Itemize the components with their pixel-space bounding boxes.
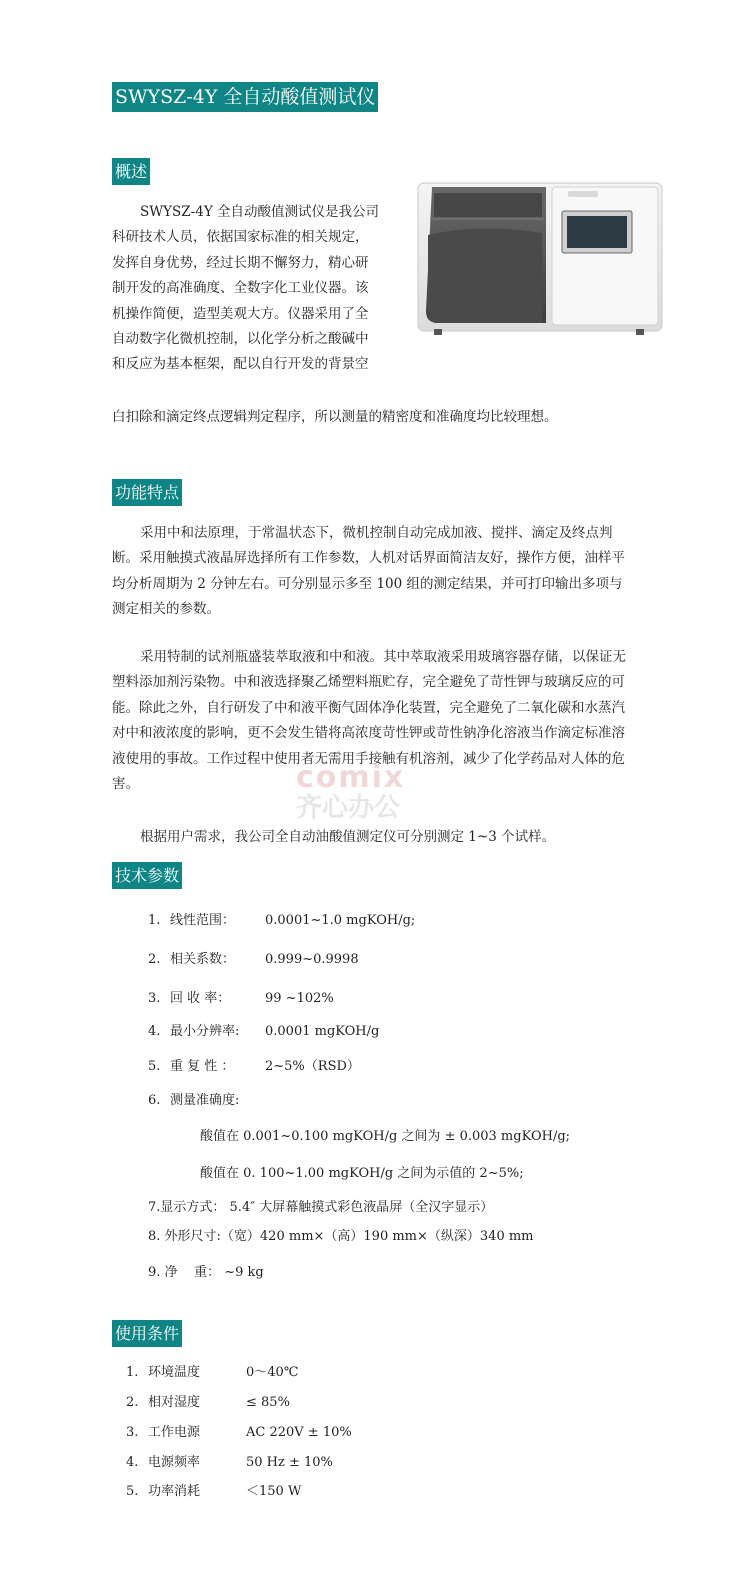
spec-num: 4. xyxy=(148,1024,161,1039)
overview-line: 自动数字化微机控制，以化学分析之酸碱中 xyxy=(112,331,369,348)
section-header-conditions: 使用条件 xyxy=(112,1320,182,1347)
overview-last-line: 白扣除和滴定终点逻辑判定程序，所以测量的精密度和准确度均比较理想。 xyxy=(112,409,558,425)
spec-accuracy-high: 酸值在 0. 100~1.00 mgKOH/g 之间为示值的 2~5%; xyxy=(200,1166,524,1181)
condition-value: ＜150 W xyxy=(246,1484,302,1499)
spec-value: 0.999~0.9998 xyxy=(265,952,359,967)
overview-line: 制开发的高准确度、全数字化工业仪器。该 xyxy=(112,280,369,297)
spec-num: 5. xyxy=(148,1059,161,1074)
overview-line: 发挥自身优势，经过长期不懈努力，精心研 xyxy=(112,254,369,271)
condition-value: 0～40℃ xyxy=(246,1365,299,1380)
spec-num: 1. xyxy=(148,913,161,928)
spec-item xyxy=(148,1089,265,1108)
condition-num: 1. xyxy=(126,1365,139,1380)
spec-value: 99 ~102% xyxy=(265,991,334,1006)
condition-key: 相对湿度 xyxy=(148,1395,201,1410)
spec-value: 0.0001 mgKOH/g xyxy=(265,1024,380,1039)
condition-value: 50 Hz ± 10% xyxy=(246,1455,333,1470)
spec-item xyxy=(148,1020,379,1039)
watermark-logo xyxy=(296,762,446,822)
overview-text xyxy=(112,200,398,378)
spec-value: 0.0001~1.0 mgKOH/g; xyxy=(265,913,416,928)
spec-key: 测量准确度: xyxy=(170,1093,240,1108)
condition-item xyxy=(126,1451,333,1470)
spec-num: 2. xyxy=(148,952,161,967)
spec-item xyxy=(148,1055,360,1074)
spec-key: 最小分辨率: xyxy=(170,1024,240,1039)
product-image xyxy=(410,175,670,340)
features-paragraph-2: 采用特制的试剂瓶盛装萃取液和中和液。其中萃取液采用玻璃容器存储，以保证无塑料添加剂污染物。中和液选择聚乙烯塑料瓶贮存，完全避免了苛性钾与玻璃反应的可能。除此之外，自行研发了中和液平衡气固体净化装置，完全避免了二氧化碳和水蒸汽对中和液浓度的影响，更不会发生错将高浓度苛性钾或苛性钠净化溶液当作滴定标准溶液使用的事故。工作过程中使用者无需用手接触有机溶剂，减少了化学药品对人体的危害。 xyxy=(112,649,626,793)
spec-weight: 9. 净 重： ~9 kg xyxy=(148,1265,264,1280)
condition-num: 3. xyxy=(126,1425,139,1440)
spec-key: 相关系数： xyxy=(170,952,236,967)
condition-item xyxy=(126,1480,301,1499)
condition-key: 工作电源 xyxy=(148,1425,201,1440)
condition-num: 2. xyxy=(126,1395,139,1410)
overview-line: 和反应为基本框架，配以自行开发的背景空 xyxy=(112,356,369,373)
overview-line: 科研技术人员，依据国家标准的相关规定， xyxy=(112,229,369,246)
spec-accuracy-low: 酸值在 0.001~0.100 mgKOH/g 之间为 ± 0.003 mgKOH/g; xyxy=(200,1129,571,1144)
spec-key: 重 复 性 ： xyxy=(170,1059,235,1074)
condition-value: AC 220V ± 10% xyxy=(246,1425,352,1440)
spec-key: 回 收 率： xyxy=(170,991,231,1006)
features-paragraph-3: 根据用户需求，我公司全自动油酸值测定仪可分别测定 1~3 个试样。 xyxy=(140,829,556,845)
condition-value: ≤ 85% xyxy=(246,1395,290,1410)
condition-key: 功率消耗 xyxy=(148,1484,201,1499)
spec-item xyxy=(148,987,334,1006)
spec-dimensions: 8. 外形尺寸:（宽）420 mm×（高）190 mm×（纵深）340 mm xyxy=(148,1229,534,1244)
spec-key: 线性范围： xyxy=(170,913,236,928)
condition-key: 电源频率 xyxy=(148,1455,201,1470)
spec-value: 2~5%（RSD） xyxy=(265,1059,360,1074)
condition-item xyxy=(126,1391,290,1410)
overview-line: 机操作简便，造型美观大方。仪器采用了全 xyxy=(112,305,369,322)
condition-item xyxy=(126,1421,352,1440)
spec-num: 6. xyxy=(148,1093,161,1108)
spec-item xyxy=(148,948,359,967)
watermark-chinese: 齐心办公 xyxy=(296,793,401,823)
condition-num: 5. xyxy=(126,1484,139,1499)
spec-item xyxy=(148,909,415,928)
spec-num: 3. xyxy=(148,991,161,1006)
watermark-brand: comix xyxy=(296,760,406,795)
condition-num: 4. xyxy=(126,1455,139,1470)
page-title: SWYSZ-4Y 全自动酸值测试仪 xyxy=(112,82,378,112)
features-paragraph-1: 采用中和法原理，于常温状态下，微机控制自动完成加液、搅拌、滴定及终点判断。采用触摸式液晶屏选择所有工作参数，人机对话界面简洁友好，操作方便，油样平均分析周期为 2 分钟左右。可分别显示多至 100 组的测定结果，并可打印输出多项与测定相关的参数。 xyxy=(112,525,625,618)
section-header-overview: 概述 xyxy=(112,158,150,185)
condition-item xyxy=(126,1361,298,1380)
section-header-specs: 技术参数 xyxy=(112,862,182,889)
condition-key: 环境温度 xyxy=(148,1365,201,1380)
spec-display: 7.显示方式： 5.4″ 大屏幕触摸式彩色液晶屏（全汉字显示） xyxy=(148,1200,494,1215)
section-header-features: 功能特点 xyxy=(112,479,182,506)
overview-line: SWYSZ-4Y 全自动酸值测试仪是我公司 xyxy=(140,204,380,220)
